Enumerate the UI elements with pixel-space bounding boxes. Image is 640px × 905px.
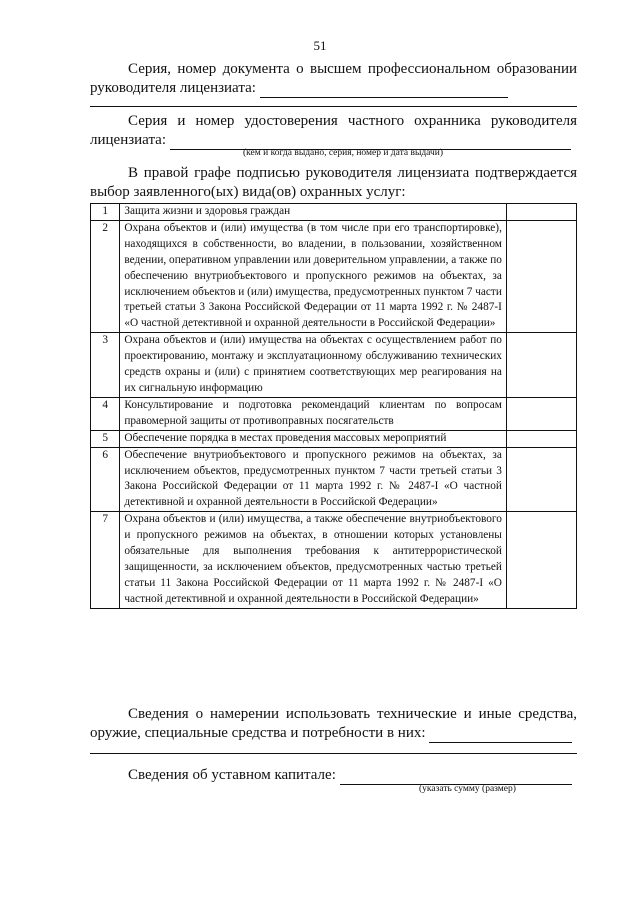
technical-means-line-2 xyxy=(90,724,577,743)
service-number: 1 xyxy=(91,204,120,221)
table-row xyxy=(91,430,577,447)
education-input-line[interactable] xyxy=(260,83,508,98)
technical-means-line-1: Сведения о намерении использовать технические и иные средства, xyxy=(128,706,577,722)
service-number: 6 xyxy=(91,447,120,512)
intro-line-1: В правой графе подписью руководителя лицензиата подтверждается xyxy=(128,165,577,181)
table-row xyxy=(91,512,577,608)
guard-certificate-line-1: Серия и номер удостоверения частного охранника руководителя xyxy=(128,113,577,129)
service-number: 2 xyxy=(91,220,120,332)
service-number: 4 xyxy=(91,397,120,430)
service-description: Охрана объектов и (или) имущества, а также обеспечение внутриобъектового и пропускного режимов на объектах, в отношении которых установлены обязательные для выполнения требования к антитеррористической защищенности, за исключением объектов, предусмотренных частью третьей статьи 11 Закона Российской Федерации от 11 марта 1992 г. № 2487-I «О частной детективной и охранной деятельности в Российской Федерации» xyxy=(120,512,507,608)
signature-cell[interactable] xyxy=(506,333,576,398)
capital-caption: (указать сумму (размер) xyxy=(419,784,516,794)
capital-line xyxy=(90,766,577,785)
education-line-1: Серия, номер документа о высшем профессиональном образовании xyxy=(128,61,577,77)
signature-cell[interactable] xyxy=(506,447,576,512)
signature-cell[interactable] xyxy=(506,430,576,447)
table-row xyxy=(91,333,577,398)
table-row xyxy=(91,447,577,512)
education-line-2 xyxy=(90,79,577,98)
signature-cell[interactable] xyxy=(506,220,576,332)
service-description: Защита жизни и здоровья граждан xyxy=(120,204,507,221)
service-description: Обеспечение порядка в местах проведения массовых мероприятий xyxy=(120,430,507,447)
guard-certificate-label: лицензиата: xyxy=(90,132,167,148)
capital-input-line[interactable] xyxy=(340,770,572,785)
capital-label: Сведения об уставном капитале: xyxy=(128,767,336,783)
intro-line-2: выбор заявленного(ых) вида(ов) охранных услуг: xyxy=(90,184,406,200)
service-number: 7 xyxy=(91,512,120,608)
service-number: 3 xyxy=(91,333,120,398)
table-row xyxy=(91,397,577,430)
technical-means-label: оружие, специальные средства и потребности в них: xyxy=(90,725,426,741)
service-description: Консультирование и подготовка рекомендаций клиентам по вопросам правомерной защиты от противоправных посягательств xyxy=(120,397,507,430)
education-extra-line[interactable] xyxy=(90,106,577,107)
service-number: 5 xyxy=(91,430,120,447)
service-description: Обеспечение внутриобъектового и пропускного режимов на объектах, за исключением объектов, предусмотренных пунктом 7 части третьей статьи 3 Закона Российской Федерации от 11 марта 1992 г. № 2487-I «О частной детективной и охранной деятельности в Российской Федерации» xyxy=(120,447,507,512)
education-label: руководителя лицензиата: xyxy=(90,80,256,96)
table-row xyxy=(91,220,577,332)
service-description: Охрана объектов и (или) имущества на объектах с осуществлением работ по проектированию, монтажу и эксплуатационному обслуживанию технических средств охраны и (или) с принятием соответствующих мер реагирования на их сигнальную информацию xyxy=(120,333,507,398)
technical-means-extra-line[interactable] xyxy=(90,753,577,754)
signature-cell[interactable] xyxy=(506,204,576,221)
table-row xyxy=(91,204,577,221)
guard-certificate-caption: (кем и когда выдано, серия, номер и дата выдачи) xyxy=(243,148,444,158)
page-number: 51 xyxy=(313,38,327,53)
services-table xyxy=(90,203,577,609)
service-description: Охрана объектов и (или) имущества (в том числе при его транспортировке), находящихся в собственности, во владении, в пользовании, хозяйственном ведении, оперативном управлении или доверительном управлении, а также по обеспечению внутриобъектового и пропускного режимов на объектах, за исключением объектов и (или) имущества, предусмотренных пунктом 7 части третьей статьи 3 Закона Российской Федерации от 11 марта 1992 г. № 2487-I «О частной детективной и охранной деятельности в Российской Федерации» xyxy=(120,220,507,332)
technical-means-input-line[interactable] xyxy=(429,728,572,743)
signature-cell[interactable] xyxy=(506,512,576,608)
signature-cell[interactable] xyxy=(506,397,576,430)
